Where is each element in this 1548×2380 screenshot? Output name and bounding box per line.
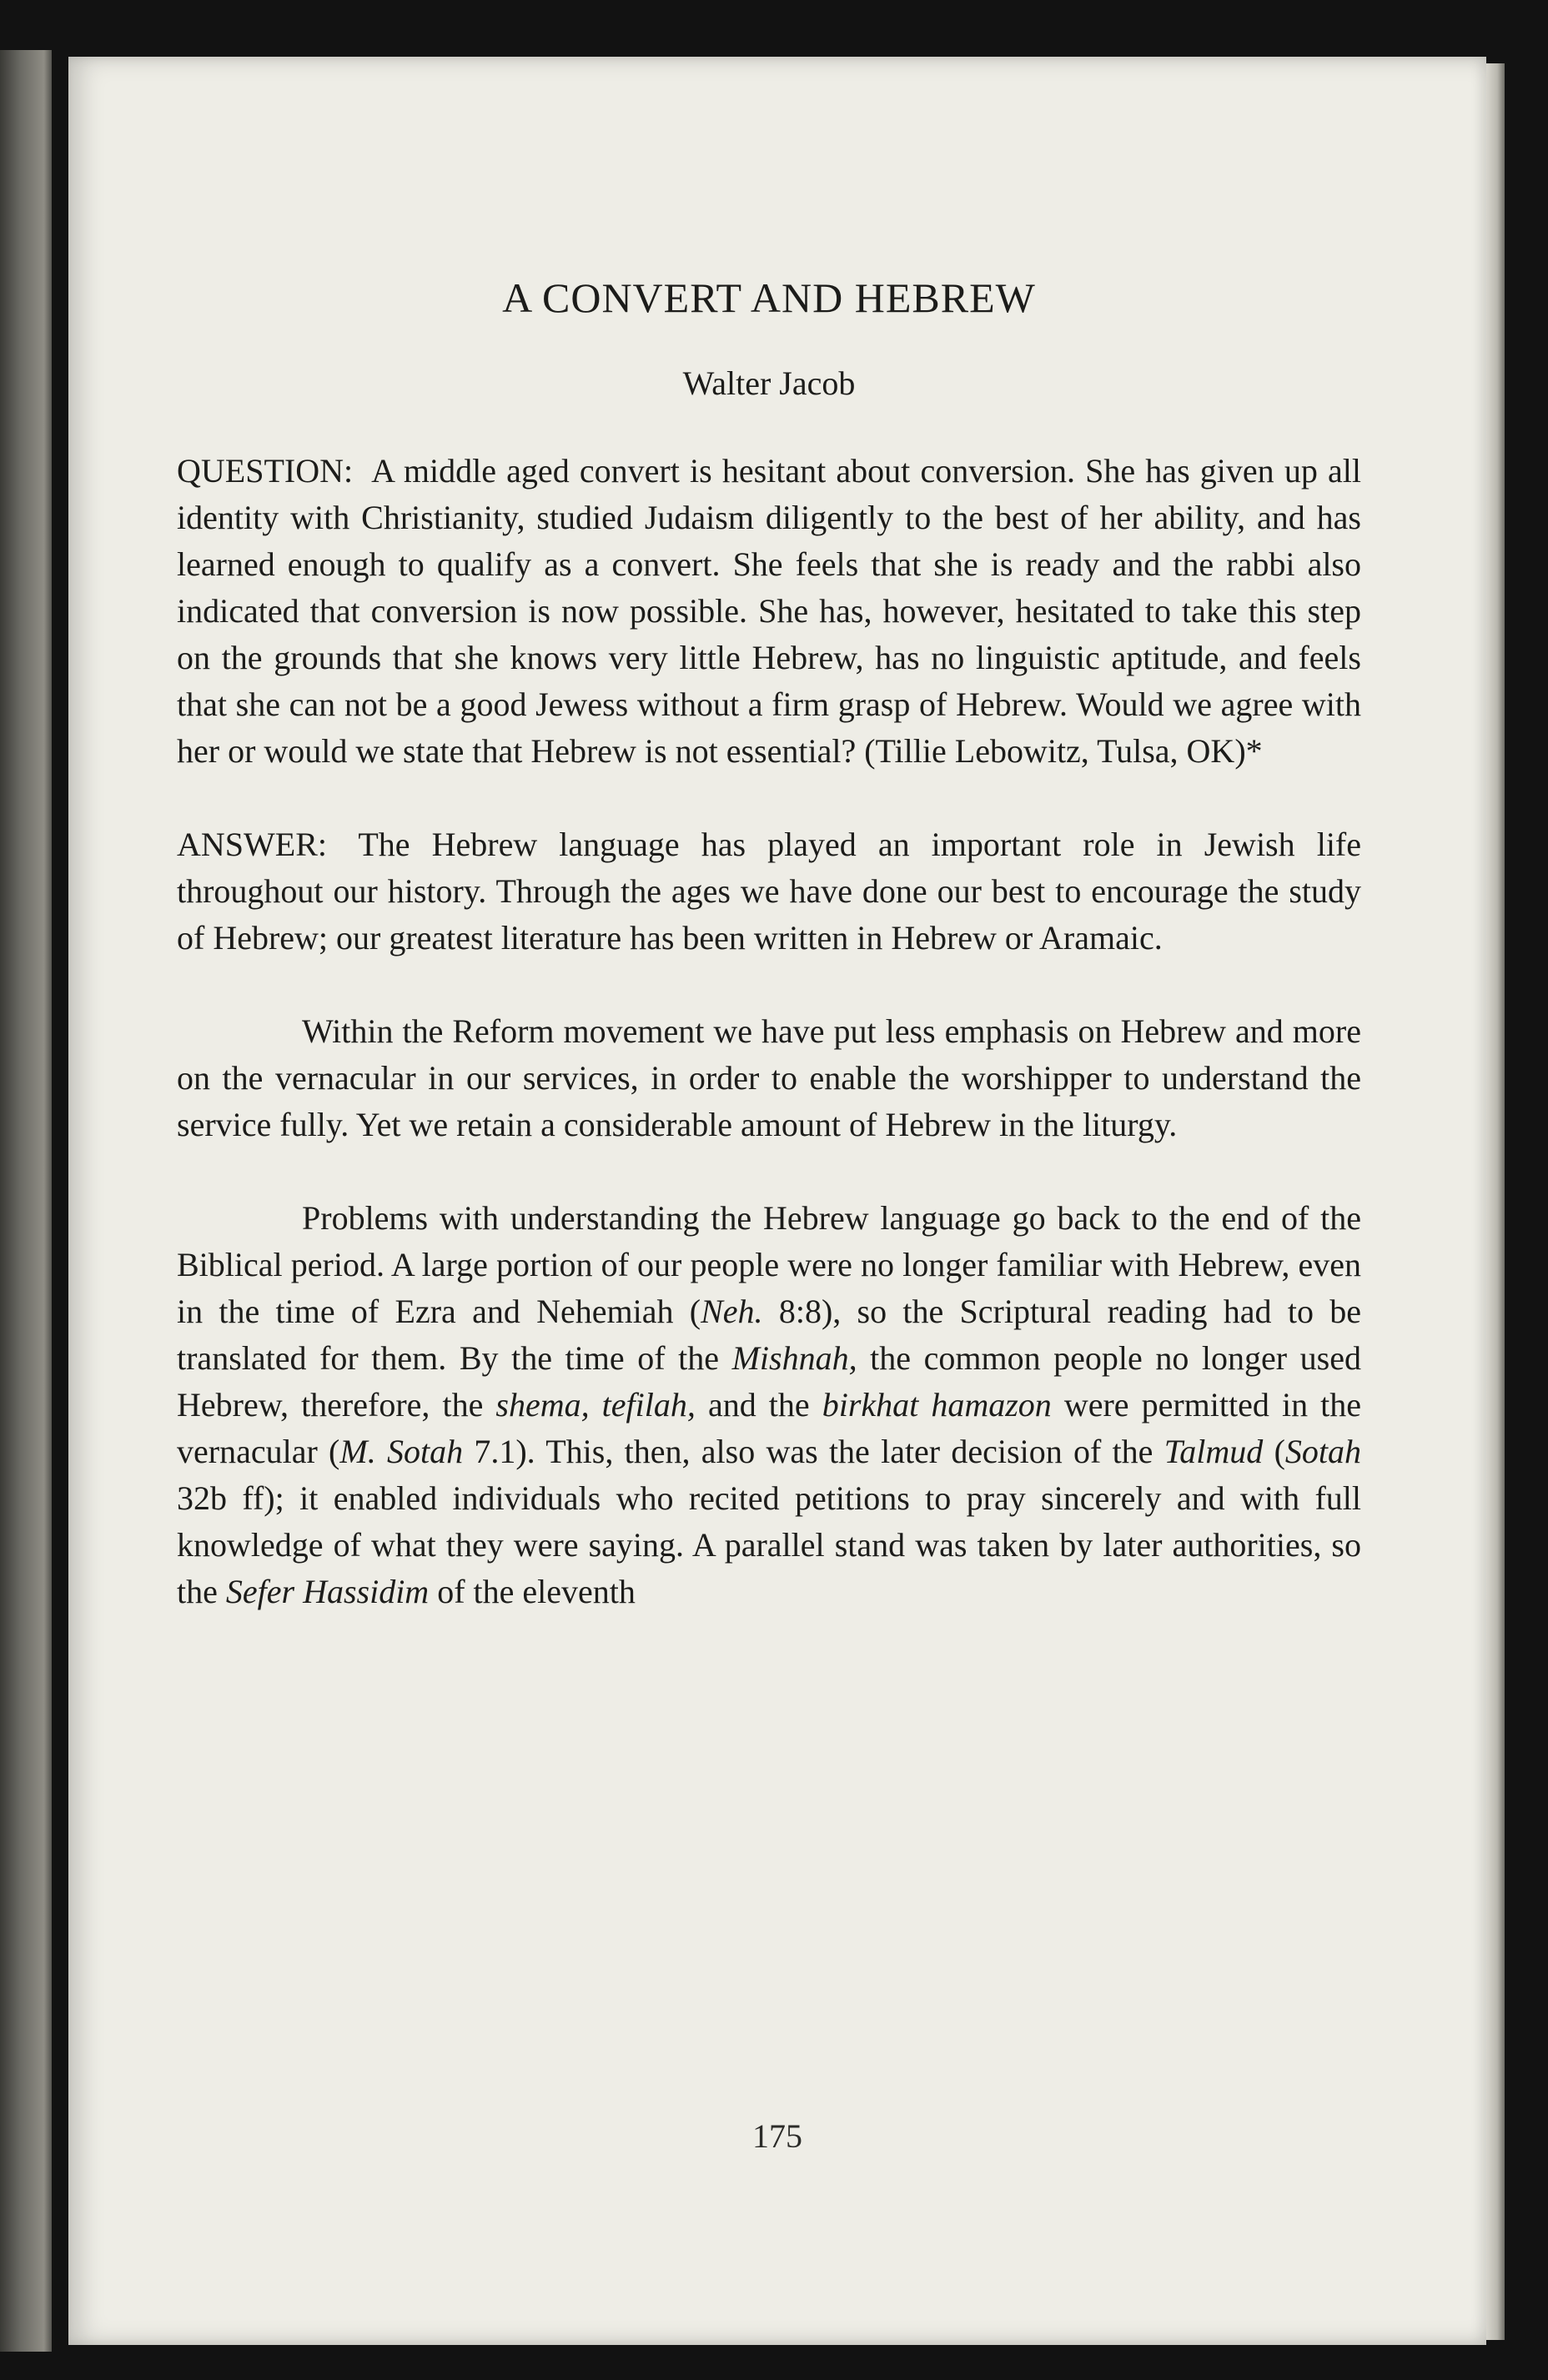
term-talmud: Talmud — [1164, 1433, 1264, 1470]
problems-text-9: of the eleventh — [429, 1573, 636, 1610]
page-stack-edge — [1486, 63, 1505, 2340]
reform-paragraph: Within the Reform movement we have put less emphasis on Hebrew and more on the vernacular in our services, in order to enable the worshipper to understand the service fully. Yet we retain a considerable amount of Hebrew in the liturgy. — [177, 1012, 1361, 1143]
problems-text-4: and the — [695, 1386, 822, 1423]
citation-sotah: Sotah — [1284, 1433, 1362, 1470]
answer-label: ANSWER: — [177, 826, 327, 863]
answer-text: The Hebrew language has played an important role in Jewish life throughout our history. Through the ages we have done our best to encourage the study of Hebrew; our greatest literature has been written in Hebrew or Aramaic. — [177, 826, 1362, 957]
problems-text-7: ( — [1263, 1433, 1285, 1470]
term-mishnah: Mishnah, — [731, 1339, 857, 1377]
problems-text-5: were permitted in the vernacular ( — [177, 1386, 1361, 1470]
problems-text-8: 32b ff); it enabled individuals who recited petitions to pray sincerely and with full knowledge of what they were saying. A parallel stand was taken by later authorities, so the — [177, 1479, 1361, 1610]
problems-text-6: 7.1). This, then, also was the later decision of the — [463, 1433, 1164, 1470]
answer-paragraph — [177, 821, 1361, 962]
term-sefer-hassidim: Sefer Hassidim — [225, 1573, 430, 1610]
book-page — [68, 57, 1486, 2345]
question-paragraph — [177, 448, 1361, 775]
responsum-article — [177, 274, 1361, 1662]
term-shema-tefilah: shema, tefilah, — [495, 1386, 696, 1423]
facing-page-edge — [0, 50, 52, 2352]
citation-m-sotah: M. Sotah — [339, 1433, 464, 1470]
problems-text-1: Problems with understanding the Hebrew language go back to the end of the Biblical period. A large portion of our people were no longer familiar with Hebrew, even in the time of Ezra and Nehemiah ( — [177, 1199, 1361, 1330]
problems-text-3: the common people no longer used Hebrew, therefore, the — [177, 1339, 1362, 1423]
page-number: 175 — [752, 2117, 802, 2155]
term-birkhat-hamazon: birkhat hamazon — [822, 1386, 1052, 1423]
problems-text-2: 8:8), so the Scriptural reading had to be translated for them. By the time of the — [177, 1293, 1361, 1377]
problems-paragraph — [177, 1195, 1361, 1615]
article-author: Walter Jacob — [682, 364, 856, 402]
question-label: QUESTION: — [177, 452, 354, 490]
citation-neh: Neh. — [701, 1293, 763, 1330]
question-text: A middle aged convert is hesitant about conversion. She has given up all identity with Christianity, studied Judaism diligently to the best of her ability, and has learned enough to qualify as a convert. She feels that she is ready and the rabbi also indicated that conversion is now possible. She has, however, hesitated to take this step on the grounds that she knows very little Hebrew, has no linguistic aptitude, and feels that she can not be a good Jewess without a firm grasp of Hebrew. Would we agree with her or would we state that Hebrew is not essential? (Tillie Lebowitz, Tulsa, OK)* — [177, 452, 1361, 770]
article-title: A CONVERT AND HEBREW — [502, 274, 1036, 321]
